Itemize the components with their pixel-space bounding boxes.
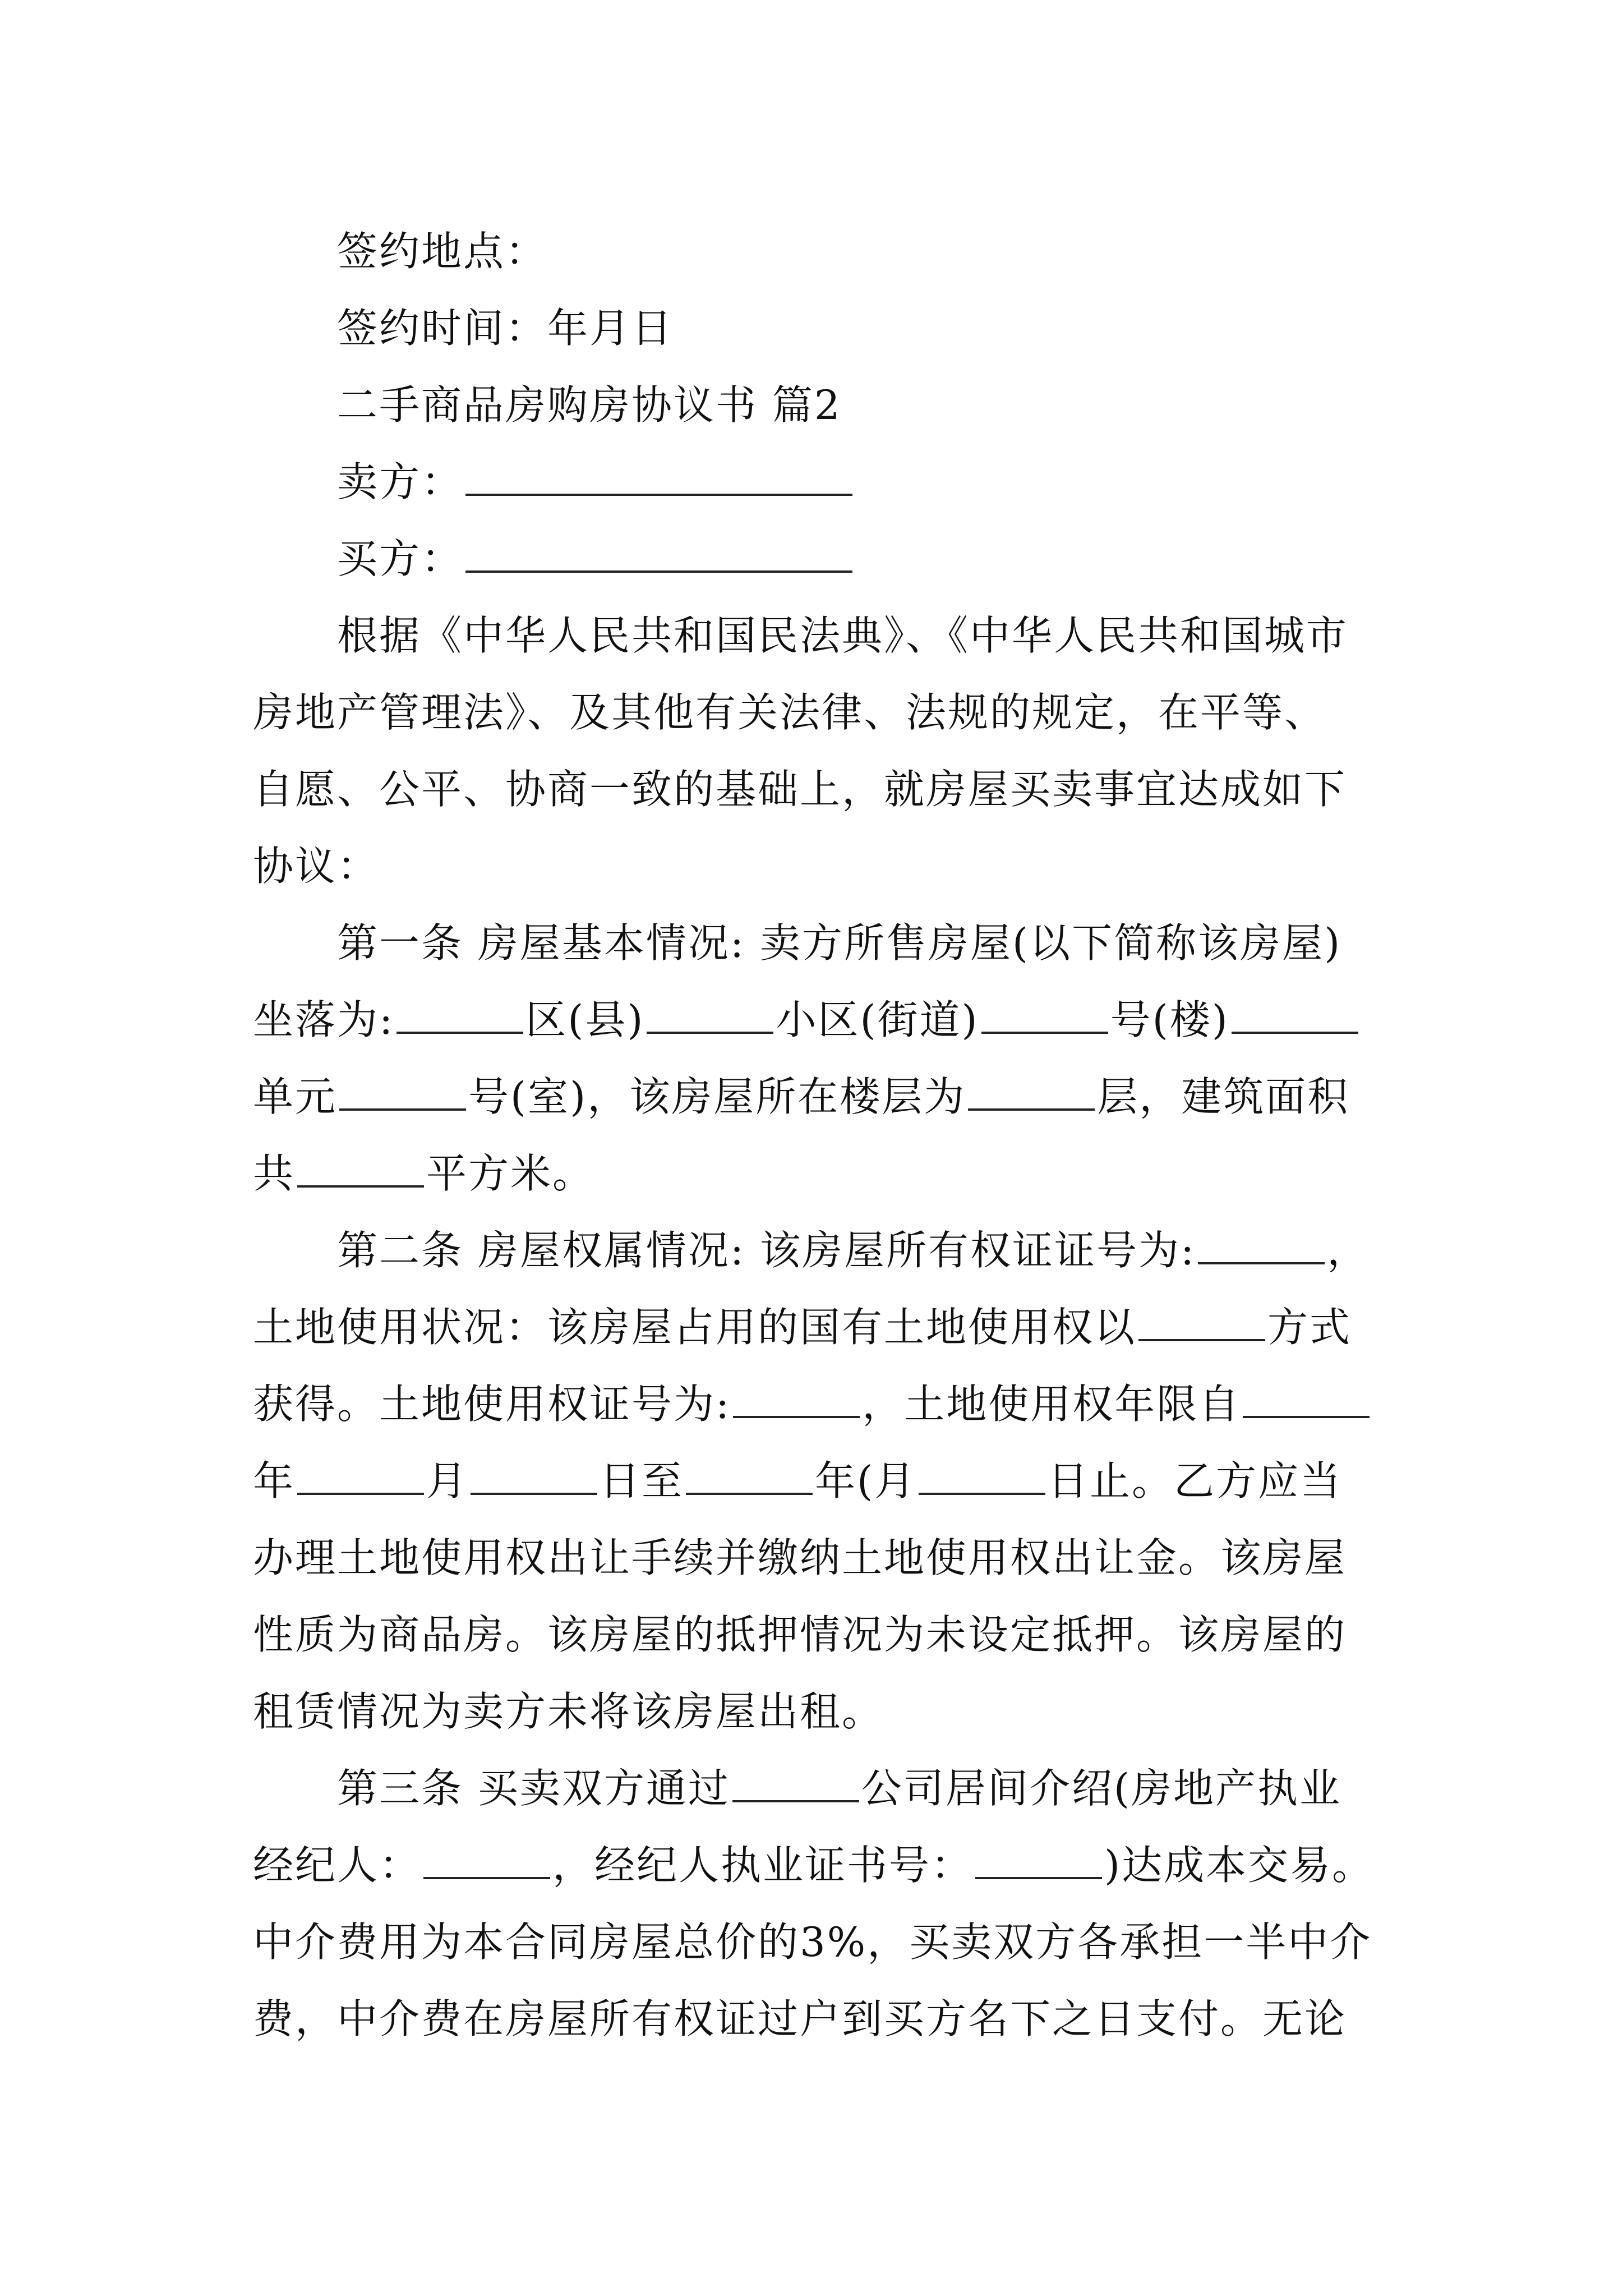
article-2-line-1 — [253, 1212, 1380, 1289]
buyer-label: 买方： — [337, 535, 464, 582]
article-3-line-1 — [253, 1750, 1380, 1827]
blank-field — [981, 997, 1108, 1034]
article-1-line-2 — [253, 982, 1380, 1059]
text-segment: 区(县) — [525, 996, 645, 1043]
article-2-line-4 — [253, 1443, 1380, 1520]
buyer-line — [253, 521, 1380, 597]
article-2-line-7: 租赁情况为卖方未将该房屋出租。 — [253, 1688, 884, 1735]
blank-field — [919, 1458, 1045, 1495]
sign-time: 签约时间：年月日 — [337, 305, 674, 352]
text-segment: 年(月 — [815, 1457, 917, 1504]
blank-field — [1138, 1304, 1265, 1341]
article-2-line-5: 办理土地使用权出让手续并缴纳土地使用权出让金。该房屋 — [253, 1534, 1347, 1581]
blank-field — [423, 1842, 550, 1879]
text-segment: 公司居间介绍(房地产执业 — [861, 1765, 1341, 1812]
text-segment: ，土地使用权年限自 — [862, 1381, 1241, 1428]
article-3-line-2 — [253, 1827, 1380, 1904]
article-2-line-2 — [253, 1289, 1380, 1366]
blank-field — [968, 1074, 1095, 1111]
article-2-line-3 — [253, 1366, 1380, 1443]
blank-field — [396, 997, 523, 1034]
blank-field — [297, 1458, 424, 1495]
blank-field — [975, 1842, 1102, 1879]
text-segment: 共 — [253, 1150, 296, 1197]
text-segment: 第二条 房屋权属情况: 该房屋所有权证证号为: — [337, 1227, 1196, 1274]
preamble-line-3: 自愿、公平、协商一致的基础上，就房屋买卖事宜达成如下 — [253, 766, 1347, 813]
buyer-blank — [465, 536, 852, 573]
blank-field — [1198, 1227, 1325, 1264]
text-segment: 号(楼) — [1110, 996, 1229, 1043]
seller-label: 卖方： — [337, 458, 464, 505]
blank-field — [1243, 1381, 1370, 1418]
document-title: 二手商品房购房协议书 篇2 — [337, 381, 842, 429]
text-segment: 月 — [426, 1457, 469, 1504]
article-3-line-3: 中介费用为本合同房屋总价的3%，买卖双方各承担一半中介 — [253, 1918, 1372, 1966]
text-segment: 层，建筑面积 — [1097, 1073, 1350, 1120]
text-segment: 单元 — [253, 1073, 338, 1120]
blank-field — [1232, 997, 1358, 1034]
blank-field — [297, 1151, 424, 1188]
blank-field — [733, 1381, 860, 1418]
preamble-line-4: 协议： — [253, 843, 380, 890]
sign-place: 签约地点： — [337, 228, 548, 275]
text-segment: 号(室)，该房屋所在楼层为 — [468, 1073, 966, 1120]
blank-field — [339, 1074, 466, 1111]
document-body — [253, 213, 1380, 2058]
text-segment: 第三条 买卖双方通过 — [337, 1765, 730, 1812]
text-segment: )达成本交易。 — [1104, 1842, 1375, 1889]
text-segment: ，经纪人执业证书号： — [552, 1842, 974, 1889]
article-2-line-6: 性质为商品房。该房屋的抵押情况为未设定抵押。该房屋的 — [253, 1611, 1347, 1658]
article-1-line-4 — [253, 1135, 1380, 1212]
blank-field — [647, 997, 773, 1034]
article-1-line-1: 第一条 房屋基本情况: 卖方所售房屋(以下简称该房屋) — [337, 919, 1342, 967]
article-1-line-3 — [253, 1059, 1380, 1135]
preamble-line-1: 根据《中华人民共和国民法典》、《中华人民共和国城市 — [337, 612, 1349, 659]
text-segment: 日止。乙方应当 — [1048, 1457, 1343, 1504]
preamble-line-2: 房地产管理法》、及其他有关法律、法规的规定，在平等、 — [253, 689, 1327, 736]
blank-field — [686, 1458, 813, 1495]
text-segment: 日至 — [600, 1457, 684, 1504]
article-3-line-4: 费，中介费在房屋所有权证过户到买方名下之日支付。无论 — [253, 1995, 1347, 2042]
text-segment: 平方米。 — [426, 1150, 595, 1197]
seller-blank — [465, 459, 852, 496]
text-segment: 方式 — [1267, 1304, 1352, 1351]
text-segment: 土地使用状况：该房屋占用的国有土地使用权以 — [253, 1304, 1137, 1351]
seller-line — [253, 444, 1380, 521]
text-segment: 坐落为: — [253, 996, 395, 1043]
blank-field — [732, 1765, 859, 1802]
text-segment: 年 — [253, 1457, 296, 1504]
text-segment: 获得。土地使用权证号为: — [253, 1381, 731, 1428]
text-segment: 经纪人： — [253, 1842, 422, 1889]
blank-field — [471, 1458, 597, 1495]
text-segment: 小区(街道) — [776, 996, 979, 1043]
text-segment: ， — [1327, 1227, 1370, 1274]
